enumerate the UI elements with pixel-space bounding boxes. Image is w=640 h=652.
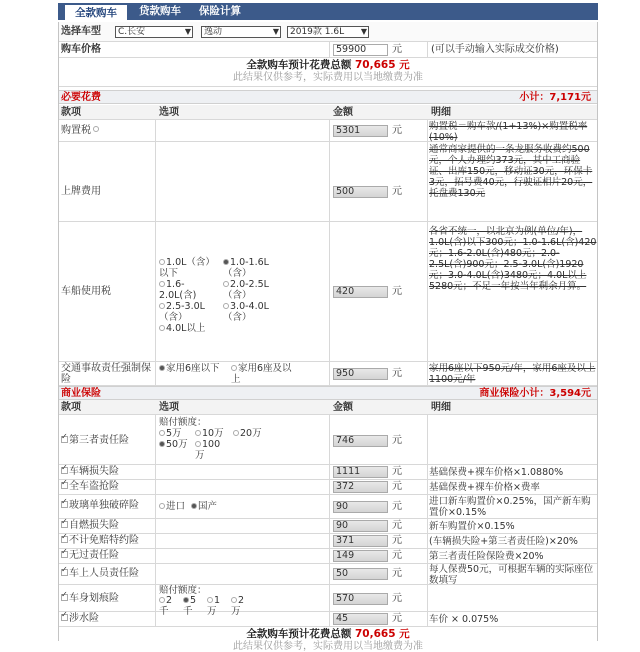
table-row: 购置税 5301 元 购置税＝购车款/(1+13%)×购置税率(10%) <box>59 120 597 142</box>
passenger-note: 每人保费50元，可根据车辆的实际座位数填写 <box>429 564 594 586</box>
car-price-row <box>59 42 597 58</box>
third-party-option[interactable]: 100万 <box>195 439 221 461</box>
total-value: 70,665 元 <box>354 59 410 71</box>
car-select-row <box>59 22 597 42</box>
total-note: 此结果仅供参考，实际费用以当地缴费为准 <box>233 71 423 83</box>
vehicle-tax-amount: 420 <box>333 286 388 298</box>
vehicle-tax-note: 各省不统一，以北京为例(单位/年)，1.0L(含)以下300元；1.0-1.6L(含)420元；1.6-2.0L(含)480元；2.0-2.5L(含)900元；2.5-3.0L(含)1920元；3.0-4.0L(含)3480元；4.0L以上5280元；不足一年按当年剩余月算。 <box>429 226 597 292</box>
scratch-label[interactable]: ✓车身划痕险 <box>61 593 119 604</box>
chevron-down-icon: ▼ <box>184 27 191 36</box>
registration-fee-amount: 500 <box>333 186 388 198</box>
wading-note: 车价 × 0.075% <box>429 614 499 625</box>
col-item: 款项 <box>61 107 81 118</box>
compulsory-note: 家用6座以下950元/年，家用6座及以上1100元/年 <box>429 363 596 385</box>
table-row: 车船使用税 1.0L（含）以下 1.0-1.6L（含） 1.6-2.0L(含) 2.0-2.5L（含） 2.5-3.0L（含） 3.0-4.0L（含） 4.0L以上 420 元 各省不统一，以北京为例(单位/年)，1.0L(含)以下300元；1.0-1.6L(含)420元；1.6-2.0L(含)480元；2.0-2.5L(含)900元；2.5-3.0L(含)1920元；3.0-4.0L(含)3480元；4.0L以上5280元；不足一年按当年剩余月算。 <box>59 222 597 362</box>
scratch-option[interactable]: 1万 <box>207 595 221 617</box>
required-subtotal: 小计：7,171元 <box>519 92 591 103</box>
total-note: 此结果仅供参考，实际费用以当地缴费为准 <box>233 640 423 652</box>
car-price-hint: (可以手动输入实际成交价格) <box>431 44 559 55</box>
insurance-section-title: 商业保险 <box>61 388 101 399</box>
passenger-amount[interactable]: 50 <box>333 568 388 580</box>
scratch-option[interactable]: 2万 <box>231 595 245 617</box>
table-row: ✓车上人员责任险 50 元 每人保费50元，可根据车辆的实际座位数填写 <box>59 564 597 585</box>
model-select[interactable]: 2019款 1.6L ▼ <box>287 26 369 38</box>
scratch-option-title: 赔付额度： <box>159 585 207 596</box>
tab-full-payment[interactable]: 全款购车 <box>64 4 128 20</box>
no-fault-label[interactable]: ✓无过责任险 <box>61 550 119 561</box>
car-select-label: 选择车型 <box>61 26 101 37</box>
table-row: ✓车辆损失险 1111 元 基础保费+裸车价格×1.0880% <box>59 465 597 480</box>
glass-note: 进口新车购置价×0.25%，国产新车购置价×0.15% <box>429 496 591 518</box>
total-summary-top <box>59 59 597 87</box>
total-summary-bottom <box>59 628 597 652</box>
vehicle-damage-label[interactable]: ✓车辆损失险 <box>61 466 119 477</box>
wading-amount: 45 <box>333 613 388 625</box>
series-select[interactable]: 逸动 ▼ <box>201 26 281 38</box>
self-ignition-label[interactable]: ✓自燃损失险 <box>61 520 119 531</box>
purchase-tax-label: 购置税 <box>61 125 100 136</box>
deductible-note: (车辆损失险+第三者责任险)×20% <box>429 536 578 547</box>
insurance-subtotal: 商业保险小计：3,594元 <box>479 388 591 399</box>
scratch-option[interactable]: 2千 <box>159 595 173 617</box>
purchase-tax-note: 购置税＝购车款/(1+13%)×购置税率(10%) <box>429 121 588 143</box>
wading-label[interactable]: ✓涉水险 <box>61 613 99 624</box>
vehicle-tax-option[interactable]: 2.5-3.0L（含） <box>159 301 205 323</box>
vehicle-tax-label: 车船使用税 <box>61 286 111 297</box>
compulsory-option[interactable]: 家用6座以下 <box>159 363 229 374</box>
self-ignition-amount: 90 <box>333 520 388 532</box>
col-amount: 金额 <box>333 107 353 118</box>
compulsory-amount: 950 <box>333 368 388 380</box>
total-label: 全款购车预计花费总额 <box>246 628 352 640</box>
table-row: ✓车身划痕险 赔付额度： 2千 5千 1万 2万 570 元 <box>59 585 597 612</box>
glass-amount: 90 <box>333 501 388 513</box>
brand-select[interactable]: C.长安 ▼ <box>115 26 193 38</box>
table-row: ✓不计免赔特约险 371 元 (车辆损失险+第三者责任险)×20% <box>59 534 597 549</box>
scratch-amount: 570 <box>333 593 388 605</box>
insurance-table-header: 款项 选项 金额 明细 <box>59 400 597 415</box>
third-party-amount: 746 <box>333 435 388 447</box>
required-section-title: 必要花费 <box>61 92 101 103</box>
insurance-section-header <box>59 386 597 400</box>
no-fault-amount: 149 <box>333 550 388 562</box>
table-row: ✓自燃损失险 90 元 新车购置价×0.15% <box>59 519 597 534</box>
table-row: ✓全车盗抢险 372 元 基础保费+裸车价格×费率 <box>59 480 597 495</box>
vehicle-tax-option[interactable]: 3.0-4.0L（含） <box>223 301 269 323</box>
table-row: ✓玻璃单独破碎险 进口 国产 90 元 进口新车购置价×0.25%，国产新车购置价×0.15% <box>59 495 597 519</box>
table-row: 交通事故责任强制保险 家用6座以下 家用6座及以上 950 元 家用6座以下950元/年，家用6座及以上1100元/年 <box>61 363 596 385</box>
chevron-down-icon: ▼ <box>272 27 279 36</box>
compulsory-insurance-label: 交通事故责任强制保险 <box>61 363 151 385</box>
theft-label[interactable]: ✓全车盗抢险 <box>61 481 119 492</box>
table-row: 上牌费用 500 元 通常商家提供的一条龙服务收费约500元，个人办理约373元，其中工商验证、出库150元，移动证30元，环保卡3元，拓号费40元，行驶证相片20元，托盘费130元 <box>59 142 597 222</box>
table-row: ✓无过责任险 149 元 第三者责任险保险费×20% <box>59 549 597 564</box>
third-party-option[interactable]: 5万 <box>159 428 182 439</box>
vehicle-damage-amount: 1111 <box>333 466 388 478</box>
theft-amount: 372 <box>333 481 388 493</box>
glass-label[interactable]: ✓玻璃单独破碎险 <box>61 500 139 511</box>
vehicle-damage-note: 基础保费+裸车价格×1.0880% <box>429 467 564 478</box>
total-value: 70,665 元 <box>354 628 410 640</box>
required-table-header <box>59 105 597 120</box>
registration-fee-note: 通常商家提供的一条龙服务收费约500元，个人办理约373元，其中工商验证、出库150元，移动证30元，环保卡3元，拓号费40元，行驶证相片20元，托盘费130元 <box>429 144 593 199</box>
calculator-tabs <box>58 3 598 20</box>
vehicle-tax-option[interactable]: 1.0L（含）以下 <box>159 257 215 279</box>
scratch-option[interactable]: 5千 <box>183 595 197 617</box>
registration-fee-label: 上牌费用 <box>61 186 101 197</box>
purchase-tax-amount: 5301 <box>333 125 388 137</box>
vehicle-tax-option[interactable]: 1.6-2.0L(含) <box>159 279 197 301</box>
no-fault-note: 第三者责任险保险费×20% <box>429 551 544 562</box>
table-row: ✓涉水险 45 元 车价 × 0.075% <box>59 612 597 627</box>
col-option: 选项 <box>159 107 179 118</box>
compulsory-option[interactable]: 家用6座及以上 <box>231 363 292 385</box>
theft-note: 基础保费+裸车价格×费率 <box>429 482 540 493</box>
third-party-option-title: 赔付额度： <box>159 417 207 428</box>
col-detail: 明细 <box>431 107 451 118</box>
table-row: ✓第三者责任险 赔付额度： 5万 10万 20万 50万 100万 746 元 <box>59 415 597 465</box>
self-ignition-note: 新车购置价×0.15% <box>429 521 515 532</box>
vehicle-tax-option[interactable]: 2.0-2.5L（含） <box>223 279 269 301</box>
third-party-option[interactable]: 10万 <box>195 428 224 439</box>
deductible-amount: 371 <box>333 535 388 547</box>
third-party-option[interactable]: 50万 <box>159 439 188 450</box>
third-party-option[interactable]: 20万 <box>233 428 262 439</box>
tab-loan[interactable]: 贷款购车 <box>139 5 181 17</box>
glass-option[interactable]: 国产 <box>191 501 217 512</box>
tab-insurance[interactable]: 保险计算 <box>199 5 241 17</box>
car-price-label: 购车价格 <box>61 44 101 55</box>
vehicle-tax-option[interactable]: 1.0-1.6L（含） <box>223 257 269 279</box>
vehicle-tax-option[interactable]: 4.0L以上 <box>159 323 229 334</box>
passenger-label[interactable]: ✓车上人员责任险 <box>61 568 139 579</box>
glass-option[interactable]: 进口 <box>159 501 185 512</box>
car-price-input[interactable]: 59900 <box>333 44 388 56</box>
total-label: 全款购车预计花费总额 <box>246 59 352 71</box>
calculator-panel <box>58 22 598 652</box>
third-party-label[interactable]: ✓第三者责任险 <box>61 435 129 446</box>
deductible-label[interactable]: ✓不计免赔特约险 <box>61 535 139 546</box>
required-section-header <box>59 90 597 104</box>
chevron-down-icon: ▼ <box>360 27 367 36</box>
car-price-unit: 元 <box>392 44 402 55</box>
